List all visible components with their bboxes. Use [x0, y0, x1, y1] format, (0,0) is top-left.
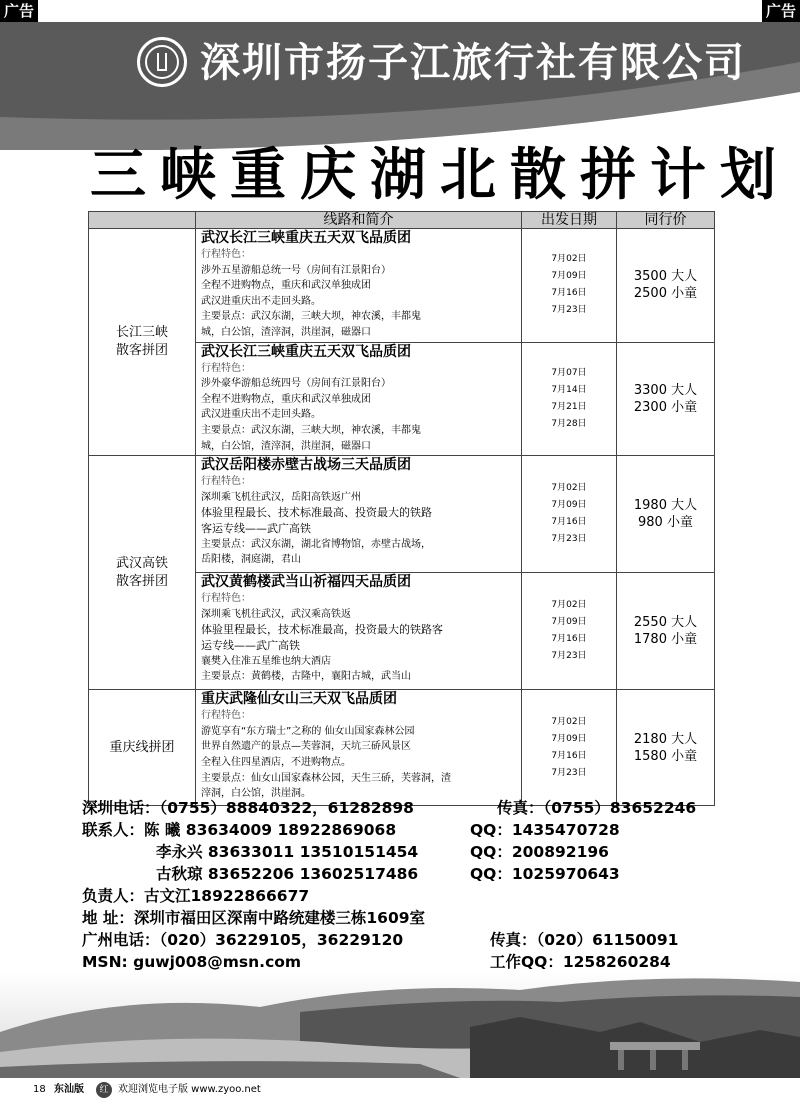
price-child: 2300 小童 — [633, 399, 698, 415]
contact-row — [82, 841, 782, 863]
date-cell — [522, 342, 617, 456]
route-line: 主要景点：武汉东湖，三峡大坝，神农溪，丰都鬼 — [201, 311, 421, 323]
price-cell — [617, 342, 715, 456]
contact-row — [82, 907, 782, 929]
price-adult: 3500 大人 — [633, 269, 698, 285]
route-line: 武汉进重庆出不走回头路。 — [201, 409, 321, 421]
route-line: 行程特色： — [201, 249, 251, 260]
category-label: 武汉高铁 散客拼团 — [115, 555, 168, 589]
route-line: 行程特色： — [201, 476, 251, 488]
price-child: 2500 小童 — [633, 286, 698, 302]
route-line: 襄樊入住准五星维也纳大酒店 — [201, 655, 331, 667]
departure-date: 7月07日 — [551, 367, 587, 378]
departure-date: 7月16日 — [551, 634, 587, 645]
route-line: 主要景点：仙女山国家森林公园，天生三硚，芙蓉洞，渣 — [201, 772, 451, 784]
route-line: 主要景点：武汉东湖，湖北省博物馆，赤壁古战场， — [201, 538, 431, 550]
route-line: 深圳乘飞机往武汉，武汉乘高铁返 — [201, 608, 351, 620]
route-title: 武汉长江三峡重庆五天双飞品质团 — [201, 343, 411, 360]
route-line: 涉外豪华游船总统四号（房间有江景阳台） — [201, 378, 391, 390]
route-line: 城，白公馆，渣滓洞，洪崖洞，磁器口 — [201, 440, 371, 452]
table-row — [89, 690, 715, 806]
price-child: 1580 小童 — [633, 748, 698, 764]
price-cell — [617, 573, 715, 690]
route-line: 主要景点：黄鹤楼，古隆中，襄阳古城，武当山 — [201, 671, 411, 683]
shenzhen-fax: 传真：（0755）83652246 — [497, 799, 697, 817]
departure-date: 7月02日 — [551, 716, 587, 727]
route-cell — [196, 229, 522, 343]
departure-date: 7月09日 — [551, 733, 587, 744]
departure-date: 7月02日 — [551, 483, 587, 494]
price-child: 980 小童 — [638, 515, 693, 531]
guangzhou-fax: 传真：（020）61150091 — [490, 931, 679, 949]
table-header-price: 同行价 — [617, 212, 715, 229]
price-adult: 1980 大人 — [633, 498, 698, 514]
route-title: 武汉长江三峡重庆五天双飞品质团 — [201, 230, 411, 246]
route-line: 世界自然遗产的景点—芙蓉洞，天坑三硚风景区 — [201, 741, 411, 753]
departure-date: 7月21日 — [551, 401, 587, 412]
edition-icon: 红 — [96, 1082, 112, 1098]
contact-row — [82, 797, 782, 819]
category-cell — [89, 229, 196, 456]
route-line: 城，白公馆，渣滓洞，洪崖洞，磁器口 — [201, 326, 371, 338]
route-line: 深圳乘飞机往武汉，岳阳高铁返广州 — [201, 491, 361, 503]
contact-row — [82, 819, 782, 841]
route-line: 体验里程最长、技术标准最高、投资最大的铁路 — [201, 506, 432, 520]
route-line: 全程不进购物点，重庆和武汉单独成团 — [201, 280, 371, 292]
date-cell — [522, 456, 617, 573]
tour-schedule-table — [88, 211, 715, 806]
departure-date: 7月02日 — [551, 254, 587, 265]
contact-row — [82, 885, 782, 907]
departure-date: 7月02日 — [551, 600, 587, 611]
price-child: 1780 小童 — [633, 632, 698, 648]
route-line: 行程特色： — [201, 362, 251, 374]
category-cell — [89, 690, 196, 806]
departure-date: 7月23日 — [551, 534, 587, 545]
guangzhou-phone: 广州电话：（020）36229105，36229120 — [82, 931, 404, 949]
departure-date: 7月16日 — [551, 517, 587, 528]
category-cell — [89, 456, 196, 690]
route-line: 客运专线——武广高铁 — [201, 521, 311, 535]
route-line: 主要景点：武汉东湖，三峡大坝，神农溪，丰都鬼 — [201, 424, 421, 436]
manager: 负责人：古文江18922866677 — [82, 887, 310, 905]
contact-info — [82, 797, 782, 973]
route-line: 运专线——武广高铁 — [201, 638, 300, 652]
departure-date: 7月16日 — [551, 288, 587, 299]
date-cell — [522, 573, 617, 690]
departure-date: 7月09日 — [551, 617, 587, 628]
route-cell — [196, 690, 522, 806]
route-line: 全程入住四星酒店，不进购物点。 — [201, 756, 351, 768]
msn: MSN: guwj008@msn.com — [82, 953, 302, 971]
route-cell — [196, 342, 522, 456]
departure-date: 7月28日 — [551, 418, 587, 429]
contact-row — [82, 863, 782, 885]
price-cell — [617, 229, 715, 343]
price-cell — [617, 456, 715, 573]
route-title: 重庆武隆仙女山三天双飞品质团 — [201, 691, 397, 708]
ad-tag-left: 广告 — [0, 0, 38, 22]
departure-date: 7月16日 — [551, 750, 587, 761]
route-line: 涉外五星游船总统一号（房间有江景阳台） — [201, 264, 391, 276]
table-row — [89, 456, 715, 573]
qq-2: QQ：200892196 — [470, 843, 609, 861]
company-name: 深圳市扬子江旅行社有限公司 — [200, 40, 746, 86]
category-label: 重庆线拼团 — [109, 739, 175, 755]
welcome-text: 欢迎浏览电子版 www.zyoo.net — [118, 1084, 261, 1095]
table-header-date: 出发日期 — [522, 212, 617, 229]
departure-date: 7月09日 — [551, 500, 587, 511]
contact-person-3: 古秋琼 83652206 13602517486 — [156, 865, 419, 883]
price-cell — [617, 690, 715, 806]
qq-1: QQ：1435470728 — [470, 821, 620, 839]
yangtze-logo-icon — [137, 37, 187, 87]
contact-row — [82, 951, 782, 973]
departure-date: 7月09日 — [551, 271, 587, 282]
qq-3: QQ：1025970643 — [470, 865, 620, 883]
departure-date: 7月14日 — [551, 384, 587, 395]
shenzhen-phone: 深圳电话：（0755）88840322，61282898 — [82, 799, 414, 817]
contact-person-2: 李永兴 83633011 13510151454 — [156, 843, 419, 861]
price-adult: 2550 大人 — [633, 615, 698, 631]
table-header-row — [89, 212, 715, 229]
departure-date: 7月23日 — [551, 651, 587, 662]
date-cell — [522, 690, 617, 806]
address: 地 址：深圳市福田区深南中路统建楼三栋1609室 — [82, 909, 426, 927]
departure-date: 7月23日 — [551, 305, 587, 316]
route-line: 武汉进重庆出不走回头路。 — [201, 295, 321, 307]
footer — [0, 1080, 800, 1100]
route-line: 行程特色： — [201, 710, 251, 722]
price-adult: 3300 大人 — [633, 382, 698, 398]
table-header-blank — [89, 212, 196, 229]
departure-date: 7月23日 — [551, 767, 587, 778]
route-line: 行程特色： — [201, 593, 251, 605]
ad-tag-right: 广告 — [762, 0, 800, 22]
route-line: 体验里程最长，技术标准最高，投资最大的铁路客 — [201, 623, 443, 637]
table-row — [89, 229, 715, 343]
work-qq: 工作QQ：1258260284 — [490, 953, 671, 971]
route-line: 滓洞，白公馆，洪崖洞。 — [201, 788, 311, 800]
route-cell — [196, 573, 522, 690]
price-adult: 2180 大人 — [633, 731, 698, 747]
route-line: 岳阳楼，洞庭湖，君山 — [201, 554, 301, 566]
edition-label: 东汕版 — [54, 1084, 84, 1095]
route-line: 游览享有“东方瑞士”之称的 仙女山国家森林公园 — [201, 725, 415, 737]
route-line: 全程不进购物点，重庆和武汉单独成团 — [201, 393, 371, 405]
date-cell — [522, 229, 617, 343]
contact-person-1: 联系人：陈 曦 83634009 18922869068 — [82, 821, 397, 839]
contact-row — [82, 929, 782, 951]
page-number: 18 — [33, 1084, 46, 1095]
page-title: 三峡重庆湖北散拼计划 — [90, 142, 790, 208]
category-label: 长江三峡 散客拼团 — [115, 325, 168, 359]
route-title: 武汉岳阳楼赤壁古战场三天品质团 — [201, 457, 411, 474]
route-cell — [196, 456, 522, 573]
table-header-route: 线路和简介 — [196, 212, 522, 229]
landscape-photo — [0, 972, 800, 1078]
route-title: 武汉黄鹤楼武当山祈福四天品质团 — [201, 574, 411, 591]
